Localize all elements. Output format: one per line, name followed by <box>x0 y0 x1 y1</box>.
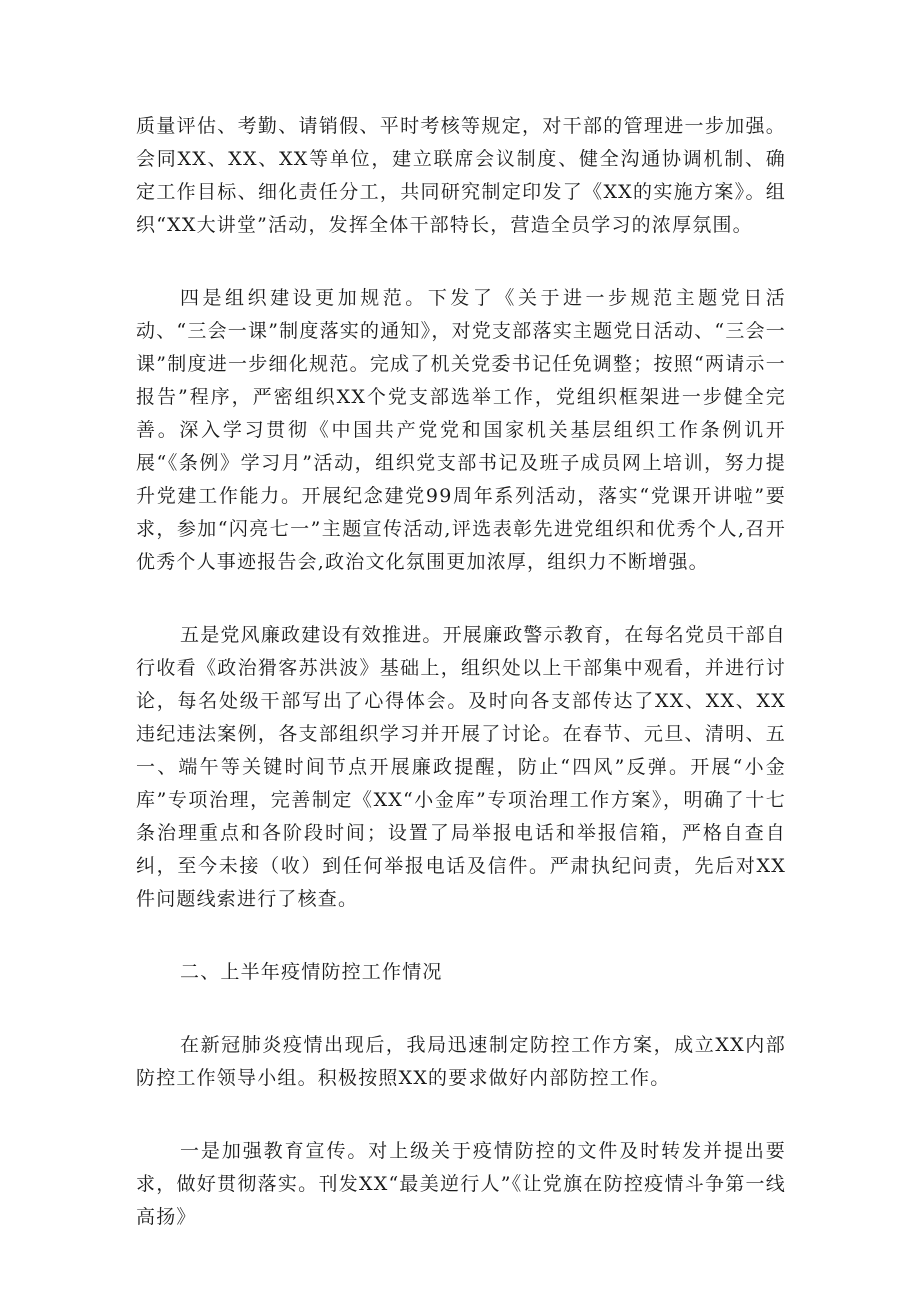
section-heading: 二、上半年疫情防控工作情况 <box>180 961 443 983</box>
paragraph-gap <box>136 916 786 956</box>
paragraph-education: 一是加强教育宣传。对上级关于疫情防控的文件及时转发并提出要求，做好贯彻落实。刊发XX“最美逆行人”《让党旗在防控疫情斗争第一线高扬》 <box>136 1140 786 1228</box>
document-page <box>136 110 786 1234</box>
paragraph-gap <box>136 579 786 619</box>
paragraph-gap <box>136 989 786 1029</box>
paragraph-integrity: 五是党风廉政建设有效推进。开展廉政警示教育，在每名党员干部自行收看《政治猾客苏洪波》基础上，组织处以上干部集中观看，并进行讨论，每名处级干部写出了心得体会。及时向各支部传达了XX、XX、XX违纪违法案例，各支部组织学习并开展了讨论。在春节、元旦、清明、五一、端午等关键时间节点开展廉政提醒，防止“四风”反弹。开展“小金库”专项治理，完善制定《XX“小金库”专项治理工作方案》，明确了十七条治理重点和各阶段时间；设置了局举报电话和举报信箱，严格自查自纠，至今未接（收）到任何举报电话及信件。严肃执纪问责，先后对XX件问题线索进行了核查。 <box>136 624 787 910</box>
paragraph-gap <box>136 1095 786 1135</box>
paragraph-gap <box>136 242 786 282</box>
paragraph-epidemic-intro: 在新冠肺炎疫情出现后，我局迅速制定防控工作方案，成立XX内部防控工作领导小组。积极按照XX的要求做好内部防控工作。 <box>136 1034 786 1089</box>
paragraph-organization: 四是组织建设更加规范。下发了《关于进一步规范主题党日活动、“三会一课”制度落实的通知》，对党支部落实主题党日活动、“三会一课”制度进一步细化规范。完成了机关党委书记任免调整；按照“两请示一报告”程序，严密组织XX个党支部选举工作，党组织框架进一步健全完善。深入学习贯彻《中国共产党党和国家机关基层组织工作条例讥开展“《条例》学习月”活动，组织党支部书记及班子成员网上培训，努力提升党建工作能力。开展纪念建党99周年系列活动，落实“党课开讲啦”要求，参加“闪亮七一”主题宣传活动,评选表彰先进党组织和优秀个人,召开优秀个人事迹报告会,政治文化氛围更加浓厚，组织力不断增强。 <box>136 287 786 573</box>
paragraph-management: 质量评估、考勤、请销假、平时考核等规定，对干部的管理进一步加强。会同XX、XX、XX等单位，建立联席会议制度、健全沟通协调机制、确定工作目标、细化责任分工，共同研究制定印发了《XX的实施方案》。组织“XX大讲堂”活动，发挥全体干部特长，营造全员学习的浓厚氛围。 <box>136 115 786 236</box>
